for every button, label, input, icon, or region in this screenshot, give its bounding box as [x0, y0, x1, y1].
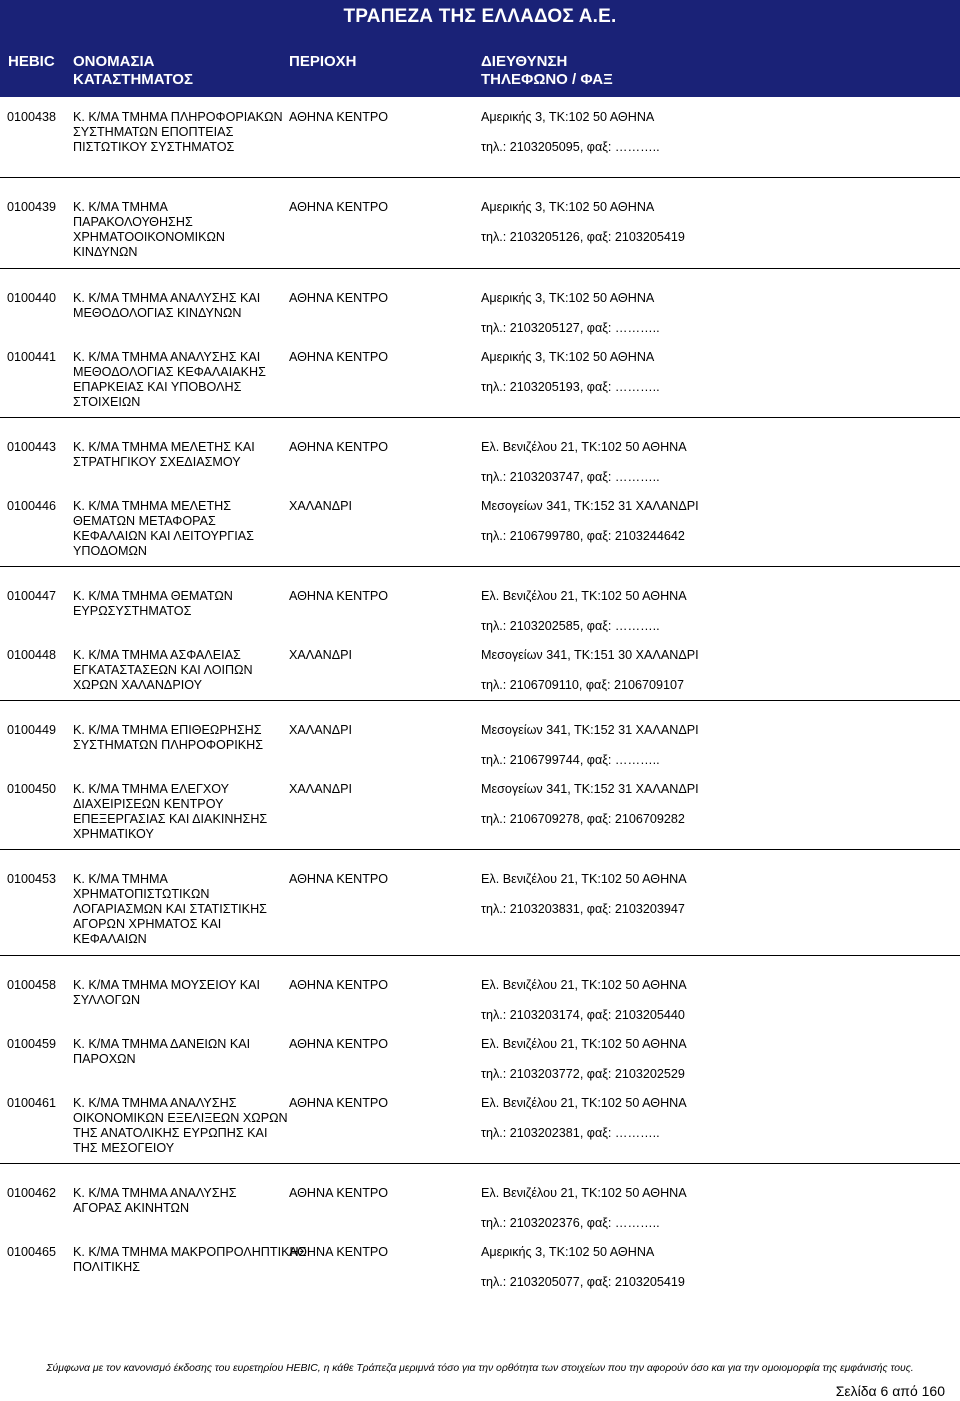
col-header-address-line2: ΤΗΛΕΦΩΝΟ / ΦΑΞ: [481, 71, 613, 88]
branch-code: 0100459: [7, 1037, 57, 1051]
branch-code: 0100438: [7, 110, 57, 124]
branch-area: ΑΘΗΝΑ ΚΕΝΤΡΟ: [289, 350, 389, 364]
branch-area: ΧΑΛΑΝΔΡΙ: [289, 648, 353, 662]
branch-area: ΧΑΛΑΝΔΡΙ: [289, 782, 353, 796]
branch-address: Αμερικής 3, ΤΚ:102 50 ΑΘΗΝΑ: [481, 350, 655, 364]
col-header-name-line1: ΟΝΟΜΑΣΙΑ: [73, 53, 155, 70]
branch-area: ΑΘΗΝΑ ΚΕΝΤΡΟ: [289, 291, 389, 305]
branch-code: 0100461: [7, 1096, 57, 1110]
branch-phone-fax: τηλ.: 2103202376, φαξ: ………..: [481, 1216, 660, 1230]
branch-address: Αμερικής 3, ΤΚ:102 50 ΑΘΗΝΑ: [481, 200, 655, 214]
branch-code: 0100453: [7, 872, 57, 886]
table-row: [0, 1037, 960, 1096]
branch-phone-fax: τηλ.: 2106799744, φαξ: ………..: [481, 753, 660, 767]
branch-address: Μεσογείων 341, ΤΚ:151 30 ΧΑΛΑΝΔΡΙ: [481, 648, 699, 662]
branch-address: Ελ. Βενιζέλου 21, ΤΚ:102 50 ΑΘΗΝΑ: [481, 1186, 687, 1200]
branch-name: Κ. Κ/ΜΑ ΤΜΗΜΑ ΜΕΛΕΤΗΣ ΘΕΜΑΤΩΝ ΜΕΤΑΦΟΡΑΣ ΚΕΦΑΛΑΙΩΝ ΚΑΙ ΛΕΙΤΟΥΡΓΙΑΣ ΥΠΟΔΟΜΩΝ: [73, 499, 254, 558]
branch-area: ΑΘΗΝΑ ΚΕΝΤΡΟ: [289, 1245, 389, 1259]
page-header: [0, 0, 960, 97]
branch-name: Κ. Κ/ΜΑ ΤΜΗΜΑ ΑΝΑΛΥΣΗΣ ΚΑΙ ΜΕΘΟΔΟΛΟΓΙΑΣ ΚΙΝΔΥΝΩΝ: [73, 291, 261, 320]
branch-phone-fax: τηλ.: 2103202381, φαξ: ………..: [481, 1126, 660, 1140]
branch-name: Κ. Κ/ΜΑ ΤΜΗΜΑ ΜΕΛΕΤΗΣ ΚΑΙ ΣΤΡΑΤΗΓΙΚΟΥ ΣΧΕΔΙΑΣΜΟΥ: [73, 440, 255, 469]
branch-area: ΧΑΛΑΝΔΡΙ: [289, 499, 353, 513]
branch-code: 0100458: [7, 978, 57, 992]
branch-area: ΑΘΗΝΑ ΚΕΝΤΡΟ: [289, 1186, 389, 1200]
branch-phone-fax: τηλ.: 2106799780, φαξ: 2103244642: [481, 529, 685, 543]
branch-code: 0100448: [7, 648, 57, 662]
table-row: [0, 110, 960, 178]
branch-name: Κ. Κ/ΜΑ ΤΜΗΜΑ ΕΠΙΘΕΩΡΗΣΗΣ ΣΥΣΤΗΜΑΤΩΝ ΠΛΗΡΟΦΟΡΙΚΗΣ: [73, 723, 264, 752]
branch-name: Κ. Κ/ΜΑ ΤΜΗΜΑ ΑΝΑΛΥΣΗΣ ΑΓΟΡΑΣ ΑΚΙΝΗΤΩΝ: [73, 1186, 237, 1215]
table-row: [0, 291, 960, 350]
branch-phone-fax: τηλ.: 2103205095, φαξ: ………..: [481, 140, 660, 154]
branch-code: 0100443: [7, 440, 57, 454]
branch-name: Κ. Κ/ΜΑ ΤΜΗΜΑ ΠΑΡΑΚΟΛΟΥΘΗΣΗΣ ΧΡΗΜΑΤΟΟΙΚΟΝΟΜΙΚΩΝ ΚΙΝΔΥΝΩΝ: [73, 200, 226, 259]
col-header-hebic: HEBIC: [8, 53, 55, 70]
branch-area: ΑΘΗΝΑ ΚΕΝΤΡΟ: [289, 200, 389, 214]
branch-area: ΑΘΗΝΑ ΚΕΝΤΡΟ: [289, 1096, 389, 1110]
branch-address: Αμερικής 3, ΤΚ:102 50 ΑΘΗΝΑ: [481, 110, 655, 124]
branch-code: 0100439: [7, 200, 57, 214]
branch-address: Μεσογείων 341, ΤΚ:152 31 ΧΑΛΑΝΔΡΙ: [481, 782, 699, 796]
branch-address: Ελ. Βενιζέλου 21, ΤΚ:102 50 ΑΘΗΝΑ: [481, 440, 687, 454]
branch-phone-fax: τηλ.: 2103205193, φαξ: ………..: [481, 380, 660, 394]
col-header-area: ΠΕΡΙΟΧΗ: [289, 53, 357, 70]
branch-code: 0100441: [7, 350, 57, 364]
col-header-name: [73, 53, 193, 89]
table-row: [0, 978, 960, 1037]
bank-title: ΤΡΑΠΕΖΑ ΤΗΣ ΕΛΛΑΔΟΣ Α.Ε.: [343, 6, 617, 27]
branch-name: Κ. Κ/ΜΑ ΤΜΗΜΑ ΜΟΥΣΕΙΟΥ ΚΑΙ ΣΥΛΛΟΓΩΝ: [73, 978, 261, 1007]
table-row: [0, 1096, 960, 1164]
branch-name: Κ. Κ/ΜΑ ΤΜΗΜΑ ΜΑΚΡΟΠΡΟΛΗΠΤΙΚΗΣ ΠΟΛΙΤΙΚΗΣ: [73, 1245, 307, 1274]
branch-code: 0100462: [7, 1186, 57, 1200]
branch-area: ΧΑΛΑΝΔΡΙ: [289, 723, 353, 737]
branch-code: 0100450: [7, 782, 57, 796]
branch-phone-fax: τηλ.: 2103203831, φαξ: 2103203947: [481, 902, 685, 916]
table-row: [0, 872, 960, 956]
branch-phone-fax: τηλ.: 2106709110, φαξ: 2106709107: [481, 678, 684, 692]
branch-name: Κ. Κ/ΜΑ ΤΜΗΜΑ ΧΡΗΜΑΤΟΠΙΣΤΩΤΙΚΩΝ ΛΟΓΑΡΙΑΣΜΩΝ ΚΑΙ ΣΤΑΤΙΣΤΙΚΗΣ ΑΓΟΡΩΝ ΧΡΗΜΑΤΟΣ ΚΑΙ ΚΕΦΑΛΑΙΩΝ: [73, 872, 267, 946]
table-row: [0, 723, 960, 782]
branch-name: Κ. Κ/ΜΑ ΤΜΗΜΑ ΑΝΑΛΥΣΗΣ ΟΙΚΟΝΟΜΙΚΩΝ ΕΞΕΛΙΞΕΩΝ ΧΩΡΩΝ ΤΗΣ ΑΝΑΤΟΛΙΚΗΣ ΕΥΡΩΠΗΣ ΚΑΙ ΤΗΣ ΜΕΣΟΓΕΙΟΥ: [73, 1096, 288, 1155]
table-row: [0, 1186, 960, 1245]
branch-address: Ελ. Βενιζέλου 21, ΤΚ:102 50 ΑΘΗΝΑ: [481, 978, 687, 992]
branch-name: Κ. Κ/ΜΑ ΤΜΗΜΑ ΔΑΝΕΙΩΝ ΚΑΙ ΠΑΡΟΧΩΝ: [73, 1037, 251, 1066]
branch-name: Κ. Κ/ΜΑ ΤΜΗΜΑ ΑΝΑΛΥΣΗΣ ΚΑΙ ΜΕΘΟΔΟΛΟΓΙΑΣ ΚΕΦΑΛΑΙΑΚΗΣ ΕΠΑΡΚΕΙΑΣ ΚΑΙ ΥΠΟΒΟΛΗΣ ΣΤΟΙΧΕΙΩΝ: [73, 350, 266, 409]
col-header-address-line1: ΔΙΕΥΘΥΝΣΗ: [481, 53, 568, 70]
branch-phone-fax: τηλ.: 2103203747, φαξ: ………..: [481, 470, 660, 484]
table-row: [0, 648, 960, 701]
branch-area: ΑΘΗΝΑ ΚΕΝΤΡΟ: [289, 440, 389, 454]
col-header-name-line2: ΚΑΤΑΣΤΗΜΑΤΟΣ: [73, 71, 193, 88]
branch-code: 0100449: [7, 723, 57, 737]
branch-address: Ελ. Βενιζέλου 21, ΤΚ:102 50 ΑΘΗΝΑ: [481, 589, 687, 603]
branch-address: Μεσογείων 341, ΤΚ:152 31 ΧΑΛΑΝΔΡΙ: [481, 499, 699, 513]
branch-area: ΑΘΗΝΑ ΚΕΝΤΡΟ: [289, 589, 389, 603]
branch-phone-fax: τηλ.: 2103203772, φαξ: 2103202529: [481, 1067, 685, 1081]
branch-address: Ελ. Βενιζέλου 21, ΤΚ:102 50 ΑΘΗΝΑ: [481, 872, 687, 886]
table-row: [0, 782, 960, 850]
table-row: [0, 440, 960, 499]
branch-address: Ελ. Βενιζέλου 21, ΤΚ:102 50 ΑΘΗΝΑ: [481, 1037, 687, 1051]
branch-area: ΑΘΗΝΑ ΚΕΝΤΡΟ: [289, 978, 389, 992]
table-row: [0, 589, 960, 648]
branch-address: Αμερικής 3, ΤΚ:102 50 ΑΘΗΝΑ: [481, 1245, 655, 1259]
branch-area: ΑΘΗΝΑ ΚΕΝΤΡΟ: [289, 110, 389, 124]
branch-table: [0, 110, 960, 1295]
col-header-address: [481, 53, 613, 89]
page-number: Σελίδα 6 από 160: [835, 1383, 945, 1399]
branch-address: Ελ. Βενιζέλου 21, ΤΚ:102 50 ΑΘΗΝΑ: [481, 1096, 687, 1110]
branch-area: ΑΘΗΝΑ ΚΕΝΤΡΟ: [289, 872, 389, 886]
footer-disclaimer: Σύμφωνα με τον κανονισμό έκδοσης του ευρετηρίου HEBIC, η κάθε Τράπεζα μεριμνά τόσο για την ορθότητα των στοιχείων που την αφορούν όσο και για την ομοιομορφία της εμφάνισής τους.: [46, 1363, 914, 1374]
branch-name: Κ. Κ/ΜΑ ΤΜΗΜΑ ΕΛΕΓΧΟΥ ΔΙΑΧΕΙΡΙΣΕΩΝ ΚΕΝΤΡΟΥ ΕΠΕΞΕΡΓΑΣΙΑΣ ΚΑΙ ΔΙΑΚΙΝΗΣΗΣ ΧΡΗΜΑΤΙΚΟΥ: [73, 782, 268, 841]
branch-phone-fax: τηλ.: 2103205126, φαξ: 2103205419: [481, 230, 685, 244]
branch-phone-fax: τηλ.: 2103203174, φαξ: 2103205440: [481, 1008, 685, 1022]
branch-code: 0100465: [7, 1245, 57, 1259]
table-row: [0, 499, 960, 567]
branch-name: Κ. Κ/ΜΑ ΤΜΗΜΑ ΑΣΦΑΛΕΙΑΣ ΕΓΚΑΤΑΣΤΑΣΕΩΝ ΚΑΙ ΛΟΙΠΩΝ ΧΩΡΩΝ ΧΑΛΑΝΔΡΙΟΥ: [73, 648, 253, 692]
branch-address: Μεσογείων 341, ΤΚ:152 31 ΧΑΛΑΝΔΡΙ: [481, 723, 699, 737]
table-row: [0, 350, 960, 418]
branch-phone-fax: τηλ.: 2103205077, φαξ: 2103205419: [481, 1275, 685, 1289]
branch-name: Κ. Κ/ΜΑ ΤΜΗΜΑ ΠΛΗΡΟΦΟΡΙΑΚΩΝ ΣΥΣΤΗΜΑΤΩΝ ΕΠΟΠΤΕΙΑΣ ΠΙΣΤΩΤΙΚΟΥ ΣΥΣΤΗΜΑΤΟΣ: [73, 110, 283, 154]
branch-phone-fax: τηλ.: 2103205127, φαξ: ………..: [481, 321, 660, 335]
branch-name: Κ. Κ/ΜΑ ΤΜΗΜΑ ΘΕΜΑΤΩΝ ΕΥΡΩΣΥΣΤΗΜΑΤΟΣ: [73, 589, 233, 618]
branch-area: ΑΘΗΝΑ ΚΕΝΤΡΟ: [289, 1037, 389, 1051]
branch-phone-fax: τηλ.: 2103202585, φαξ: ………..: [481, 619, 660, 633]
branch-address: Αμερικής 3, ΤΚ:102 50 ΑΘΗΝΑ: [481, 291, 655, 305]
branch-phone-fax: τηλ.: 2106709278, φαξ: 2106709282: [481, 812, 685, 826]
branch-code: 0100447: [7, 589, 57, 603]
table-row: [0, 1245, 960, 1295]
branch-code: 0100446: [7, 499, 57, 513]
table-row: [0, 200, 960, 269]
branch-code: 0100440: [7, 291, 57, 305]
